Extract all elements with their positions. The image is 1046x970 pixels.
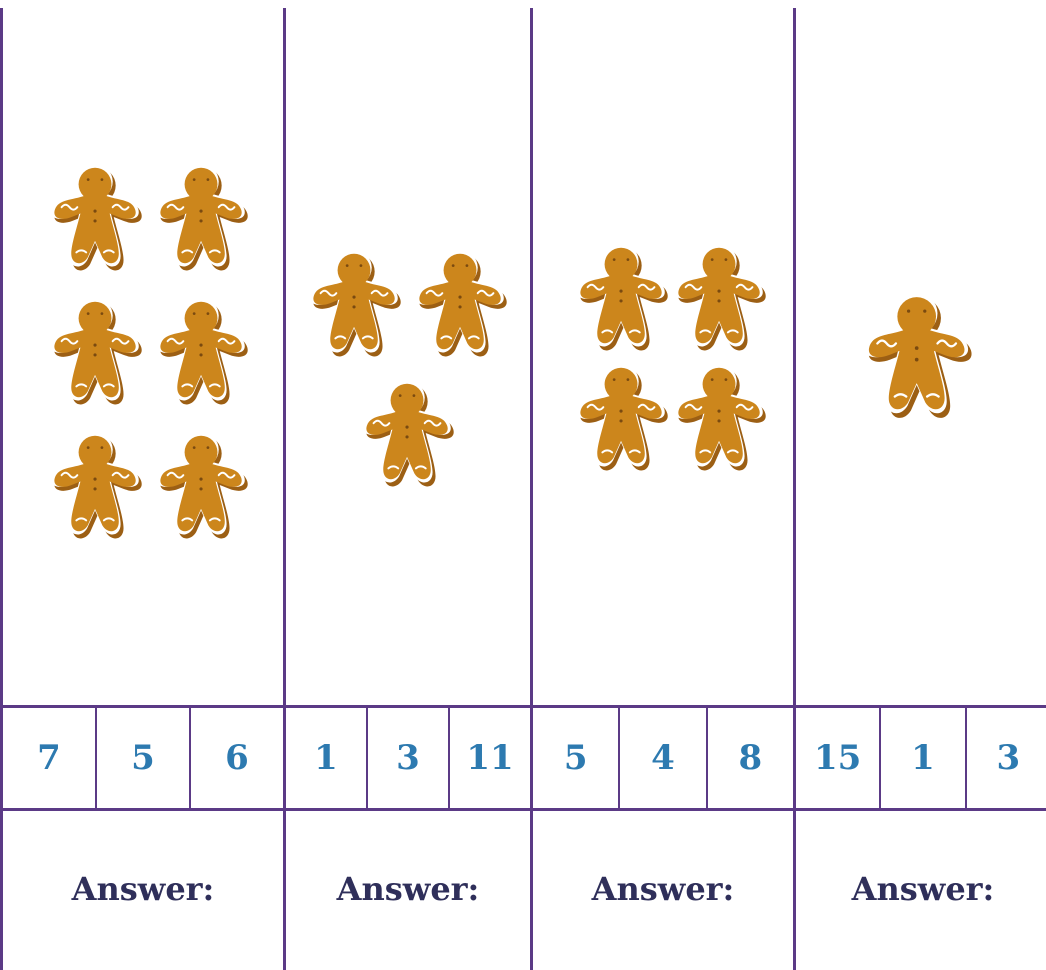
gingerbread-man-icon: [45, 294, 149, 408]
choice-option[interactable]: 8: [706, 708, 793, 808]
gingerbread-man-icon: [669, 240, 773, 354]
choice-option[interactable]: 1: [314, 738, 338, 778]
choice-option[interactable]: 15: [814, 738, 862, 778]
counting-column-4: [796, 8, 1046, 970]
choice-option[interactable]: 5: [563, 738, 588, 778]
gingerbread-man-icon: [151, 428, 255, 542]
cookie-group-2: [286, 8, 530, 705]
cookie-group-3: [533, 8, 793, 705]
gingerbread-man-icon: [45, 160, 149, 274]
answer-box-3[interactable]: [533, 808, 793, 970]
counting-column-3: [533, 8, 796, 970]
choice-row-3: [533, 705, 793, 811]
gingerbread-man-icon: [410, 246, 514, 360]
gingerbread-man-icon: [151, 160, 255, 274]
choice-row-1: [3, 705, 283, 811]
choice-option[interactable]: 11: [448, 708, 530, 808]
answer-box-1[interactable]: [3, 808, 283, 970]
answer-label: Answer:: [336, 870, 480, 908]
choice-option[interactable]: 4: [618, 708, 705, 808]
choice-option[interactable]: 3: [366, 708, 448, 808]
answer-box-2[interactable]: [286, 808, 530, 970]
answer-label: Answer:: [71, 870, 215, 908]
choice-option[interactable]: 6: [189, 708, 283, 808]
gingerbread-man-icon: [151, 294, 255, 408]
choice-row-4: [796, 705, 1046, 811]
answer-label: Answer:: [851, 870, 995, 908]
choice-option[interactable]: 3: [965, 708, 1046, 808]
gingerbread-man-icon: [357, 376, 461, 490]
choice-option[interactable]: 5: [95, 708, 189, 808]
counting-column-1: [0, 8, 286, 970]
answer-box-4[interactable]: [796, 808, 1046, 970]
answer-label: Answer:: [591, 870, 735, 908]
choice-option[interactable]: 7: [37, 738, 61, 778]
gingerbread-man-icon: [858, 288, 980, 422]
gingerbread-man-icon: [669, 360, 773, 474]
gingerbread-man-icon: [45, 428, 149, 542]
choice-option[interactable]: 1: [879, 708, 964, 808]
gingerbread-man-icon: [304, 246, 408, 360]
cookie-group-4: [796, 8, 1046, 705]
cookie-group-1: [3, 8, 283, 705]
choice-row-2: [286, 705, 530, 811]
counting-column-2: [286, 8, 533, 970]
gingerbread-man-icon: [571, 240, 675, 354]
gingerbread-man-icon: [571, 360, 675, 474]
